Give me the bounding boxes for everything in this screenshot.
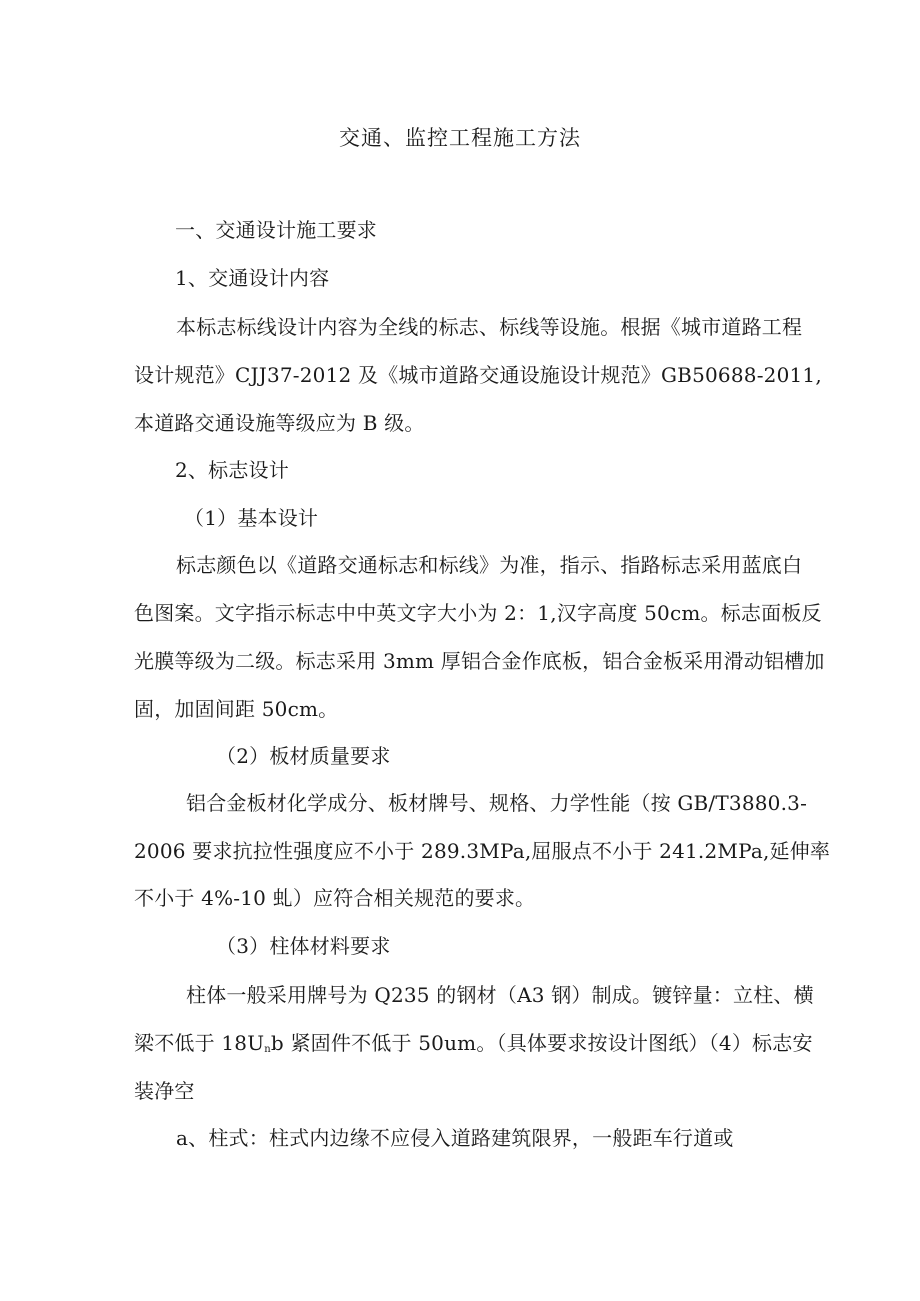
subsection-heading-basic-design: （1）基本设计	[184, 506, 319, 530]
paragraph-line: 铝合金板材化学成分、板材牌号、规格、力学性能（按 GB/T3880.3-	[186, 791, 808, 815]
subsection-heading-plate-quality: （2）板材质量要求	[216, 744, 391, 768]
paragraph-line: 固，加固间距 50cm。	[134, 697, 339, 721]
paragraph-line: 2006 要求抗拉性强度应不小于 289.3MPa,屈服点不小于 241.2MPa,延伸率	[134, 839, 831, 863]
paragraph-line: 设计规范》CJJ37-2012 及《城市道路交通设施设计规范》GB50688-2011,	[134, 363, 822, 387]
subscript-text: n	[264, 1044, 271, 1055]
subsection-heading-1-2: 2、标志设计	[175, 458, 289, 482]
paragraph-line: 不小于 4%-10 虬）应符合相关规范的要求。	[134, 886, 536, 910]
paragraph-line: 色图案。文字指示标志中中英文字大小为 2：1,汉字高度 50cm。标志面板反	[134, 601, 822, 625]
paragraph-line: 柱体一般采用牌号为 Q235 的钢材（A3 钢）制成。镀锌量：立柱、横	[186, 983, 814, 1007]
paragraph-line: a、柱式：柱式内边缘不应侵入道路建筑限界，一般距车行道或	[176, 1126, 734, 1150]
paragraph-line: 本道路交通设施等级应为 B 级。	[134, 411, 425, 435]
subsection-heading-1-1: 1、交通设计内容	[175, 266, 330, 290]
document-title: 交通、监控工程施工方法	[339, 126, 581, 150]
paragraph-line: 本标志标线设计内容为全线的标志、标线等设施。根据《城市道路工程	[176, 315, 803, 339]
paragraph-text: b 紧固件不低于 50um。（具体要求按设计图纸）（4）标志安	[270, 1031, 813, 1055]
section-heading-1: 一、交通设计施工要求	[175, 218, 377, 242]
paragraph-line: 光膜等级为二级。标志采用 3mm 厚铝合金作底板，铝合金板采用滑动铝槽加	[134, 649, 825, 673]
paragraph-text: 梁不低于 18U	[134, 1031, 265, 1055]
paragraph-line	[134, 1027, 813, 1066]
subsection-heading-column-material: （3）柱体材料要求	[216, 934, 391, 958]
paragraph-line: 装净空	[134, 1079, 195, 1103]
paragraph-line: 标志颜色以《道路交通标志和标线》为准，指示、指路标志采用蓝底白	[176, 553, 803, 577]
